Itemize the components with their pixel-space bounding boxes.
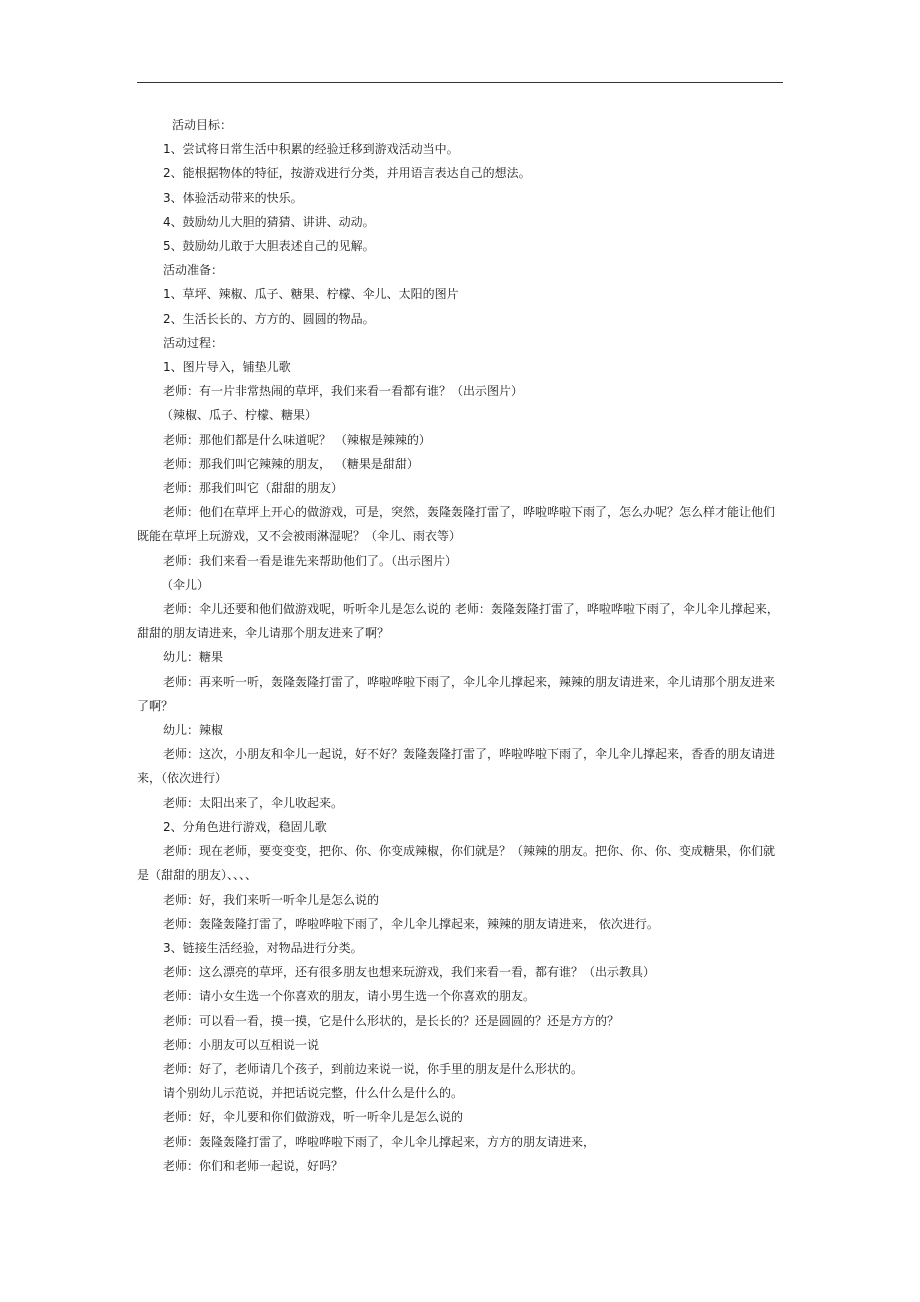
paragraph: （伞儿） <box>161 577 210 592</box>
paragraph: 老师：好，伞儿要和你们做游戏，听一听伞儿是怎么说的 <box>163 1110 464 1125</box>
paragraph: 老师：这次，小朋友和伞儿一起说，好不好？轰隆轰隆打雷了，哗啦哗啦下雨了，伞儿伞儿撑起来，香香的朋友请进来，（依次进行） <box>137 747 776 786</box>
paragraph: 3、链接生活经验，对物品进行分类。 <box>163 940 363 955</box>
paragraph: 老师：那我们叫它辣辣的朋友， （糖果是甜甜） <box>163 456 419 471</box>
paragraph: 老师：好，我们来听一听伞儿是怎么说的 <box>163 892 380 907</box>
paragraph: 老师：那我们叫它（甜甜的朋友） <box>163 481 344 496</box>
paragraph: 老师：我们来看一看是谁先来帮助他们了。（出示图片） <box>163 553 458 568</box>
paragraph: 老师：太阳出来了，伞儿收起来。 <box>163 795 344 810</box>
paragraph: 老师：那他们都是什么味道呢？ （辣椒是辣辣的） <box>163 432 431 447</box>
paragraph: 活动过程： <box>163 335 224 350</box>
paragraph: 老师：可以看一看，摸一摸，它是什么形状的，是长长的？还是圆圆的？还是方方的？ <box>163 1013 620 1028</box>
paragraph: 活动准备： <box>163 263 224 278</box>
paragraph: 请个别幼儿示范说，并把话说完整，什么什么是什么的。 <box>163 1086 464 1101</box>
paragraph: 老师：伞儿还要和他们做游戏呢，听听伞儿是怎么说的 老师：轰隆轰隆打雷了，哗啦哗啦下雨了，伞儿伞儿撑起来，甜甜的朋友请进来，伞儿请那个朋友进来了啊？ <box>137 602 779 641</box>
paragraph: 老师：轰隆轰隆打雷了，哗啦哗啦下雨了，伞儿伞儿撑起来，辣辣的朋友请进来， 依次进行。 <box>163 916 659 931</box>
paragraph: 4、鼓励幼儿大胆的猜猜、讲讲、动动。 <box>163 214 375 229</box>
paragraph: 老师：好了，老师请几个孩子，到前边来说一说，你手里的朋友是什么形状的。 <box>163 1061 584 1076</box>
paragraph: 1、图片导入，铺垫儿歌 <box>163 360 291 375</box>
paragraph: 老师：你们和老师一起说，好吗？ <box>163 1158 344 1173</box>
paragraph: 老师：轰隆轰隆打雷了，哗啦哗啦下雨了，伞儿伞儿撑起来，方方的朋友请进来， <box>163 1134 596 1149</box>
paragraph: 幼儿：糖果 <box>163 650 224 665</box>
paragraph: 3、体验活动带来的快乐。 <box>163 190 303 205</box>
paragraph: 1、尝试将日常生活中积累的经验迁移到游戏活动当中。 <box>163 142 459 157</box>
paragraph: 老师：他们在草坪上开心的做游戏，可是，突然，轰隆轰隆打雷了，哗啦哗啦下雨了，怎么办呢？怎么样才能让他们既能在草坪上玩游戏，又不会被雨淋湿呢？（伞儿、雨衣等） <box>137 505 776 544</box>
paragraph: 2、能根据物体的特征，按游戏进行分类，并用语言表达自己的想法。 <box>163 166 531 181</box>
header-rule <box>137 82 783 83</box>
document-body <box>137 113 783 1178</box>
paragraph: 2、分角色进行游戏，稳固儿歌 <box>163 819 327 834</box>
paragraph: 幼儿：辣椒 <box>163 723 224 738</box>
paragraph: 老师：有一片非常热闹的草坪，我们来看一看都有谁？（出示图片） <box>163 384 524 399</box>
paragraph: 活动目标： <box>172 118 233 132</box>
paragraph: （辣椒、瓜子、柠檬、糖果） <box>161 408 318 423</box>
paragraph: 老师：小朋友可以互相说一说 <box>163 1037 320 1052</box>
paragraph: 老师：请小女生选一个你喜欢的朋友，请小男生选一个你喜欢的朋友。 <box>163 989 536 1004</box>
paragraph: 老师：再来听一听，轰隆轰隆打雷了，哗啦哗啦下雨了，伞儿伞儿撑起来，辣辣的朋友请进来，伞儿请那个朋友进来了啊？ <box>137 674 776 713</box>
paragraph: 老师：现在老师，要变变变，把你、你、你变成辣椒，你们就是？（辣辣的朋友。把你、你、你、变成糖果，你们就是（甜甜的朋友）、、、、 <box>137 844 776 883</box>
paragraph: 1、草坪、辣椒、瓜子、糖果、柠檬、伞儿、太阳的图片 <box>163 287 459 302</box>
paragraph: 5、鼓励幼儿敢于大胆表述自己的见解。 <box>163 239 375 254</box>
paragraph: 2、生活长长的、方方的、圆圆的物品。 <box>163 311 375 326</box>
paragraph: 老师：这么漂亮的草坪，还有很多朋友也想来玩游戏，我们来看一看，都有谁？（出示教具） <box>163 965 656 980</box>
